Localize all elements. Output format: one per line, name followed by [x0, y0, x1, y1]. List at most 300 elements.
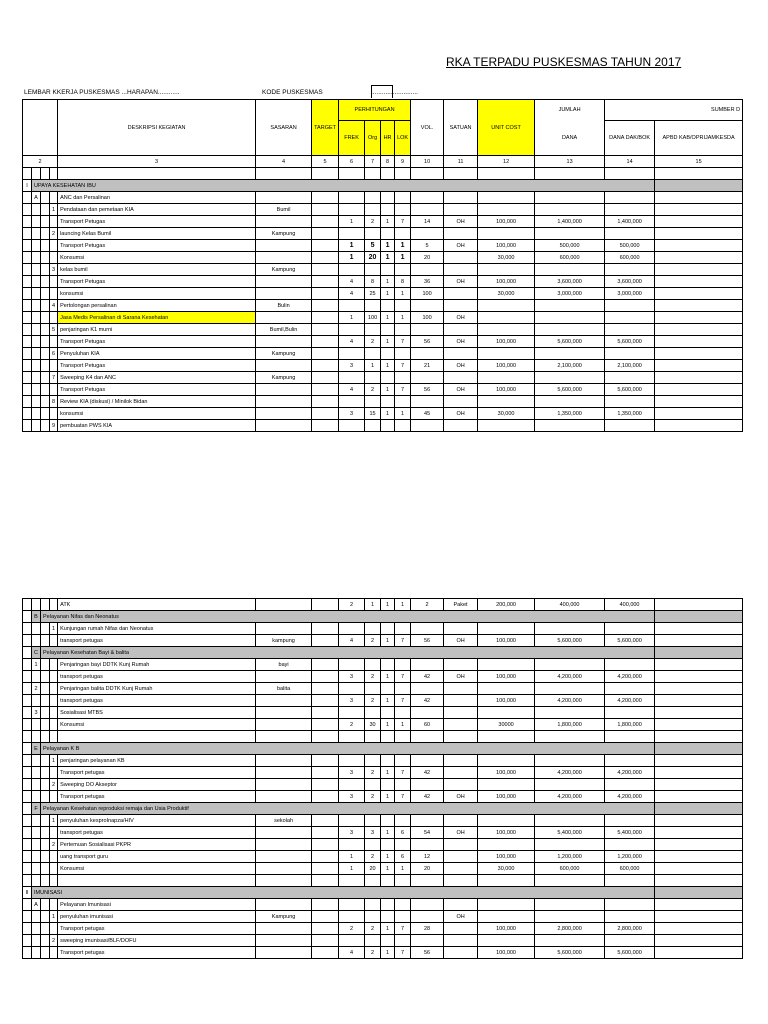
indent-cell [23, 336, 32, 348]
item-apbd [655, 755, 743, 767]
item-unit-cost [478, 911, 535, 923]
kode-value: .......................... [371, 89, 418, 96]
indent-cell [23, 360, 32, 372]
item-vol: 28 [411, 923, 444, 935]
item-vol [411, 839, 444, 851]
item-apbd [655, 635, 743, 647]
table-row [23, 180, 743, 192]
col-number: 6 [339, 156, 365, 168]
empty-cell [256, 168, 312, 180]
item-apbd [655, 695, 743, 707]
indent-cell [41, 935, 50, 947]
item-letter: 2 [32, 683, 41, 695]
item-jumlah-dana: 600,000 [535, 863, 605, 875]
item-sasaran [256, 935, 312, 947]
item-description: Jasa Medis Persalinan di Sarana Kesehatan [58, 312, 256, 324]
col-number: 5 [312, 156, 339, 168]
hdr-jumlah: JUMLAH [535, 100, 605, 121]
empty-cell [32, 168, 41, 180]
item-org: 8 [365, 276, 381, 288]
empty-cell [605, 168, 655, 180]
item-satuan: OH [444, 635, 478, 647]
item-unit-cost: 100,000 [478, 947, 535, 959]
item-letter [32, 384, 41, 396]
empty-cell [339, 731, 365, 743]
table-row [23, 324, 743, 336]
item-jumlah-dana: 5,600,000 [535, 384, 605, 396]
item-target [312, 336, 339, 348]
col-number: 14 [605, 156, 655, 168]
item-satuan [444, 839, 478, 851]
item-lok: 7 [395, 695, 411, 707]
section-label: IMUNISASI [32, 887, 655, 899]
item-satuan [444, 420, 478, 432]
item-letter [32, 252, 41, 264]
item-unit-cost [478, 396, 535, 408]
item-letter [32, 420, 41, 432]
empty-cell [50, 168, 58, 180]
item-target [312, 204, 339, 216]
item-description: Transport petugas [58, 923, 256, 935]
item-frek: 2 [339, 719, 365, 731]
item-letter [32, 312, 41, 324]
item-lok: 1 [395, 288, 411, 300]
item-sasaran [256, 623, 312, 635]
item-target [312, 671, 339, 683]
hdr-lok: LOK [395, 121, 411, 156]
item-hr: 1 [381, 276, 395, 288]
item-lok [395, 659, 411, 671]
item-apbd [655, 779, 743, 791]
table-row [23, 204, 743, 216]
indent-cell [41, 863, 50, 875]
hdr-dana-dak: DANA DAK/BOK [605, 121, 655, 156]
table-row [23, 743, 743, 755]
indent-cell [41, 815, 50, 827]
indent-cell [23, 755, 32, 767]
item-hr [381, 935, 395, 947]
item-number [50, 252, 58, 264]
item-org [365, 935, 381, 947]
item-unit-cost: 30,000 [478, 288, 535, 300]
item-vol [411, 348, 444, 360]
item-satuan [444, 695, 478, 707]
indent-cell [23, 240, 32, 252]
item-satuan [444, 264, 478, 276]
item-satuan: OH [444, 911, 478, 923]
indent-cell [41, 599, 50, 611]
item-sasaran [256, 252, 312, 264]
empty-cell [23, 875, 32, 887]
item-dana-dak: 3,600,000 [605, 276, 655, 288]
item-lok [395, 623, 411, 635]
item-frek: 3 [339, 408, 365, 420]
item-description: Sweeping DO Akseptor [58, 779, 256, 791]
item-vol [411, 204, 444, 216]
item-description: Penyuluhan KIA [58, 348, 256, 360]
item-hr: 1 [381, 719, 395, 731]
indent-cell [23, 647, 32, 659]
indent-cell [23, 803, 32, 815]
indent-cell [41, 791, 50, 803]
item-number [50, 192, 58, 204]
item-apbd [655, 839, 743, 851]
item-unit-cost [478, 228, 535, 240]
item-hr: 1 [381, 288, 395, 300]
item-jumlah-dana: 2,800,000 [535, 923, 605, 935]
item-letter [32, 599, 41, 611]
item-apbd [655, 384, 743, 396]
item-vol: 56 [411, 947, 444, 959]
empty-cell [655, 875, 743, 887]
table-row [23, 731, 743, 743]
table-row [23, 228, 743, 240]
item-sasaran: bayi [256, 659, 312, 671]
item-description: Konsumsi [58, 863, 256, 875]
item-description: transport petugas [58, 671, 256, 683]
item-jumlah-dana: 1,400,000 [535, 216, 605, 228]
item-sasaran: Kampung [256, 264, 312, 276]
item-lok: 1 [395, 863, 411, 875]
item-vol [411, 755, 444, 767]
item-target [312, 312, 339, 324]
section-label: Pelayanan Kesehatan Bayi & balita [41, 647, 655, 659]
item-sasaran: Kampung [256, 228, 312, 240]
item-satuan: OH [444, 216, 478, 228]
item-sasaran [256, 947, 312, 959]
item-dana-dak: 5,600,000 [605, 336, 655, 348]
item-satuan: OH [444, 384, 478, 396]
item-apbd [655, 300, 743, 312]
item-apbd [655, 324, 743, 336]
item-unit-cost: 100,000 [478, 791, 535, 803]
item-number [50, 851, 58, 863]
item-dana-dak [605, 911, 655, 923]
item-target [312, 300, 339, 312]
item-lok: 7 [395, 635, 411, 647]
item-sasaran [256, 899, 312, 911]
empty-cell [41, 875, 50, 887]
item-satuan: OH [444, 827, 478, 839]
item-frek: 4 [339, 336, 365, 348]
item-hr: 1 [381, 252, 395, 264]
item-target [312, 899, 339, 911]
item-number [50, 695, 58, 707]
indent-cell [41, 216, 50, 228]
item-frek: 4 [339, 947, 365, 959]
item-satuan [444, 863, 478, 875]
indent-cell [23, 815, 32, 827]
indent-cell [41, 899, 50, 911]
item-satuan [444, 396, 478, 408]
item-number: 4 [50, 300, 58, 312]
item-letter [32, 623, 41, 635]
table-row [23, 300, 743, 312]
item-org [365, 420, 381, 432]
item-hr: 1 [381, 240, 395, 252]
item-lok [395, 324, 411, 336]
item-jumlah-dana [535, 372, 605, 384]
item-sasaran [256, 779, 312, 791]
item-org: 2 [365, 791, 381, 803]
item-lok [395, 815, 411, 827]
item-frek [339, 300, 365, 312]
item-letter: A [32, 192, 41, 204]
item-letter [32, 288, 41, 300]
item-sasaran [256, 312, 312, 324]
item-hr [381, 623, 395, 635]
item-description: pembuatan PWS KIA [58, 420, 256, 432]
item-apbd [655, 408, 743, 420]
item-satuan [444, 923, 478, 935]
item-apbd [655, 911, 743, 923]
item-dana-dak: 5,600,000 [605, 384, 655, 396]
item-number: 1 [50, 815, 58, 827]
item-letter [32, 276, 41, 288]
item-frek [339, 899, 365, 911]
item-hr: 1 [381, 695, 395, 707]
item-jumlah-dana [535, 396, 605, 408]
table-row [23, 791, 743, 803]
table-row [23, 911, 743, 923]
item-org: 2 [365, 216, 381, 228]
empty-cell [605, 875, 655, 887]
item-letter [32, 228, 41, 240]
item-org: 2 [365, 695, 381, 707]
item-dana-dak [605, 348, 655, 360]
item-lok [395, 779, 411, 791]
hdr-unit-cost: UNIT COST [478, 100, 535, 156]
item-frek [339, 683, 365, 695]
item-lok [395, 420, 411, 432]
item-jumlah-dana: 5,400,000 [535, 827, 605, 839]
item-satuan [444, 815, 478, 827]
empty-cell [365, 731, 381, 743]
item-sasaran: Bumil,Bulin [256, 324, 312, 336]
item-sasaran [256, 192, 312, 204]
item-description: Transport Petugas [58, 384, 256, 396]
item-dana-dak: 1,800,000 [605, 719, 655, 731]
table-row [23, 695, 743, 707]
section-letter: E [32, 743, 41, 755]
item-lok: 7 [395, 767, 411, 779]
item-target [312, 360, 339, 372]
item-jumlah-dana: 5,600,000 [535, 947, 605, 959]
kode-label: KODE PUSKESMAS [262, 89, 323, 96]
empty-cell [58, 168, 256, 180]
item-frek [339, 204, 365, 216]
item-description: Transport petugas [58, 767, 256, 779]
item-apbd [655, 827, 743, 839]
item-target [312, 192, 339, 204]
table-row [23, 839, 743, 851]
item-satuan [444, 204, 478, 216]
indent-cell [23, 659, 32, 671]
budget-table-top [22, 99, 743, 432]
table-row [23, 683, 743, 695]
item-description: sweeping imunisasi/BLF/DOFU [58, 935, 256, 947]
col-number: 8 [381, 156, 395, 168]
table-row [23, 671, 743, 683]
item-unit-cost: 200,000 [478, 599, 535, 611]
item-hr [381, 192, 395, 204]
item-number: 6 [50, 348, 58, 360]
item-vol: 45 [411, 408, 444, 420]
indent-cell [41, 923, 50, 935]
item-dana-dak [605, 659, 655, 671]
item-satuan: OH [444, 791, 478, 803]
item-sasaran [256, 851, 312, 863]
indent-cell [41, 228, 50, 240]
item-org: 2 [365, 767, 381, 779]
indent-cell [23, 791, 32, 803]
item-dana-dak [605, 899, 655, 911]
item-unit-cost [478, 779, 535, 791]
item-frek [339, 348, 365, 360]
item-sasaran [256, 827, 312, 839]
item-vol: 100 [411, 312, 444, 324]
item-description: Penjaringan balita DDTK Kunj Rumah [58, 683, 256, 695]
item-vol [411, 623, 444, 635]
item-hr: 1 [381, 312, 395, 324]
item-unit-cost: 30,000 [478, 408, 535, 420]
item-jumlah-dana: 400,000 [535, 599, 605, 611]
item-frek: 4 [339, 276, 365, 288]
item-dana-dak [605, 707, 655, 719]
item-frek: 1 [339, 312, 365, 324]
empty-cell [655, 731, 743, 743]
item-apbd [655, 923, 743, 935]
item-jumlah-dana: 4,200,000 [535, 791, 605, 803]
item-org [365, 396, 381, 408]
item-apbd [655, 312, 743, 324]
empty-cell [339, 168, 365, 180]
indent-cell [41, 755, 50, 767]
table-row [23, 815, 743, 827]
item-description: transport petugas [58, 827, 256, 839]
item-number [50, 240, 58, 252]
item-jumlah-dana: 4,200,000 [535, 671, 605, 683]
item-hr [381, 264, 395, 276]
item-vol: 20 [411, 863, 444, 875]
item-target [312, 779, 339, 791]
item-org: 2 [365, 671, 381, 683]
budget-table-bottom [22, 598, 743, 959]
item-jumlah-dana: 5,600,000 [535, 635, 605, 647]
item-number: 8 [50, 396, 58, 408]
empty-cell [655, 611, 743, 623]
item-lok: 7 [395, 791, 411, 803]
indent-cell [23, 671, 32, 683]
item-apbd [655, 228, 743, 240]
item-target [312, 635, 339, 647]
item-satuan: OH [444, 336, 478, 348]
item-target [312, 216, 339, 228]
item-hr: 1 [381, 923, 395, 935]
item-lok [395, 899, 411, 911]
item-description: Konsumsi [58, 252, 256, 264]
item-hr [381, 899, 395, 911]
indent-cell [41, 336, 50, 348]
item-number: 2 [50, 779, 58, 791]
item-target [312, 324, 339, 336]
item-lok: 1 [395, 252, 411, 264]
item-description: Transport petugas [58, 791, 256, 803]
item-target [312, 815, 339, 827]
empty-cell [50, 731, 58, 743]
item-vol: 42 [411, 695, 444, 707]
item-sasaran [256, 384, 312, 396]
item-frek: 3 [339, 767, 365, 779]
item-apbd [655, 252, 743, 264]
item-target [312, 911, 339, 923]
item-unit-cost: 100,000 [478, 827, 535, 839]
item-vol [411, 815, 444, 827]
item-target [312, 923, 339, 935]
item-dana-dak [605, 420, 655, 432]
item-hr [381, 683, 395, 695]
item-jumlah-dana [535, 935, 605, 947]
item-target [312, 396, 339, 408]
item-lok: 1 [395, 408, 411, 420]
item-unit-cost: 100,000 [478, 695, 535, 707]
item-sasaran [256, 216, 312, 228]
item-frek [339, 755, 365, 767]
section-label: Pelayanan Nifas dan Neonatus [41, 611, 655, 623]
indent-cell [41, 276, 50, 288]
item-apbd [655, 360, 743, 372]
item-dana-dak: 600,000 [605, 863, 655, 875]
item-lok [395, 911, 411, 923]
item-description: Transport petugas [58, 947, 256, 959]
item-vol [411, 779, 444, 791]
table-row [23, 707, 743, 719]
item-apbd [655, 707, 743, 719]
item-dana-dak: 5,600,000 [605, 635, 655, 647]
item-frek [339, 372, 365, 384]
empty-cell [605, 731, 655, 743]
item-sasaran [256, 276, 312, 288]
item-dana-dak [605, 815, 655, 827]
item-dana-dak [605, 192, 655, 204]
indent-cell [41, 671, 50, 683]
item-frek: 1 [339, 851, 365, 863]
indent-cell [23, 408, 32, 420]
indent-cell [23, 396, 32, 408]
item-vol [411, 935, 444, 947]
item-org: 30 [365, 719, 381, 731]
item-number [50, 384, 58, 396]
item-number [50, 336, 58, 348]
empty-cell [58, 875, 256, 887]
item-jumlah-dana: 3,000,000 [535, 288, 605, 300]
indent-cell [23, 420, 32, 432]
item-description: Transport Petugas [58, 240, 256, 252]
item-unit-cost [478, 264, 535, 276]
item-letter [32, 791, 41, 803]
item-target [312, 683, 339, 695]
item-target [312, 707, 339, 719]
item-unit-cost: 100,000 [478, 276, 535, 288]
item-org: 2 [365, 851, 381, 863]
item-sasaran [256, 839, 312, 851]
item-jumlah-dana [535, 839, 605, 851]
item-jumlah-dana: 5,600,000 [535, 336, 605, 348]
indent-cell [41, 947, 50, 959]
item-satuan [444, 659, 478, 671]
item-unit-cost [478, 204, 535, 216]
item-number [50, 312, 58, 324]
